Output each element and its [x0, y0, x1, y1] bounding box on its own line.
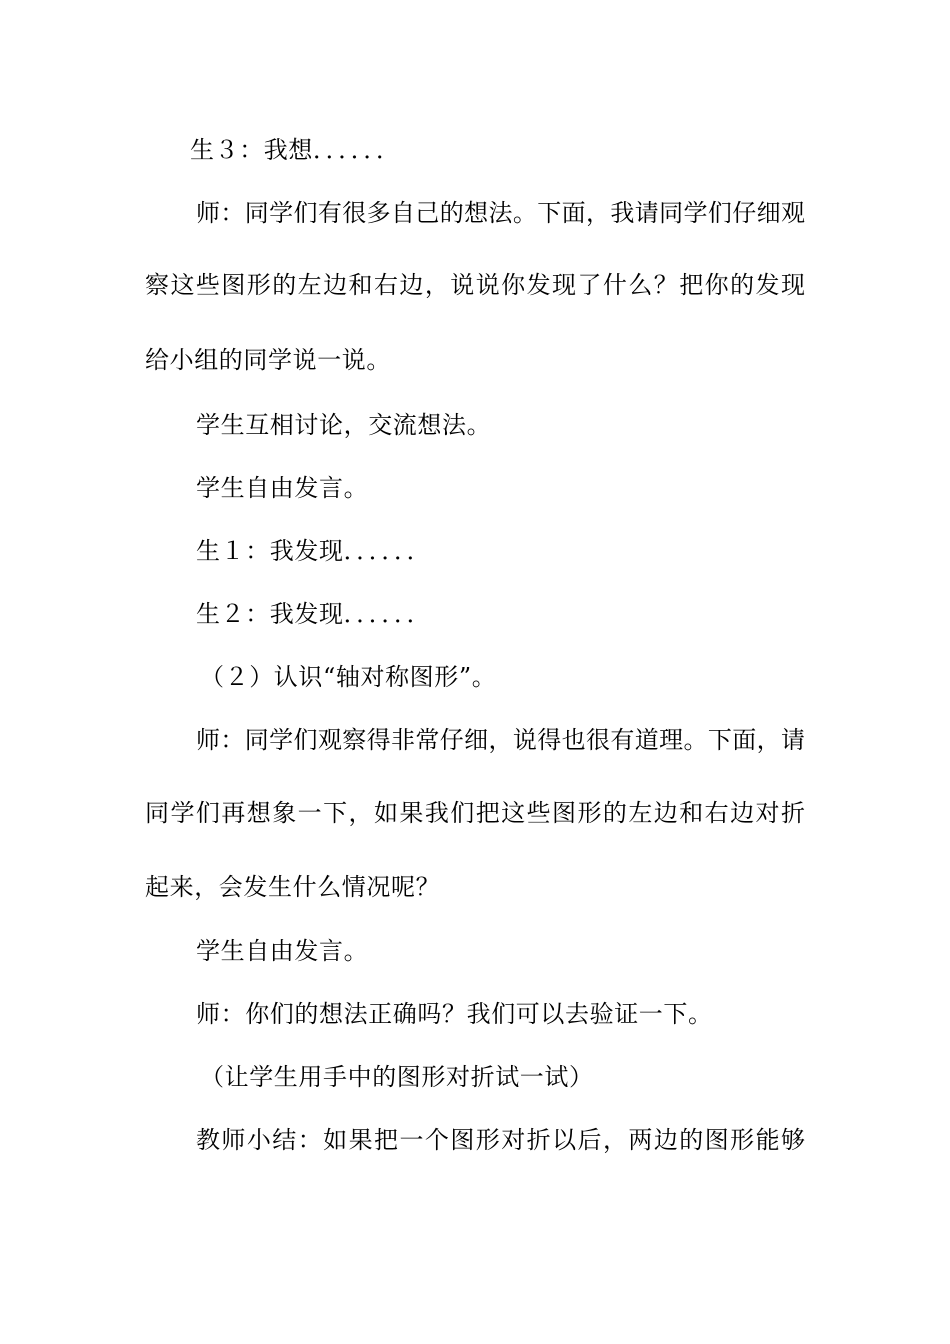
paragraph-line: 学生互相讨论，交流想法。: [196, 411, 492, 439]
paragraph-line: 生２：我发现．．．．．．: [196, 600, 432, 628]
paragraph-line: 师：同学们有很多自己的想法。下面，我请同学们仔细观: [196, 199, 805, 227]
paragraph-line: 教师小结：如果把一个图形对折以后，两边的图形能够: [196, 1126, 805, 1154]
paragraph-line: 师：你们的想法正确吗？我们可以去验证一下。: [196, 1000, 713, 1028]
paragraph-line: 生３：我想．．．．．．: [190, 136, 401, 164]
paragraph-line: 起来，会发生什么情况呢？: [145, 873, 441, 901]
paragraph-line: 生１：我发现．．．．．．: [196, 537, 432, 565]
paragraph-line: （让学生用手中的图形对折试一试）: [200, 1063, 594, 1091]
paragraph-line: 学生自由发言。: [196, 937, 369, 965]
paragraph-line: 同学们再想象一下，如果我们把这些图形的左边和右边对折: [145, 799, 805, 827]
paragraph-line: 师：同学们观察得非常仔细，说得也很有道理。下面，请: [196, 726, 805, 754]
section-heading: （２）认识“轴对称图形”。: [200, 663, 497, 691]
paragraph-line: 给小组的同学说一说。: [145, 346, 391, 374]
paragraph-line: 察这些图形的左边和右边，说说你发现了什么？把你的发现: [145, 271, 805, 299]
paragraph-line: 学生自由发言。: [196, 474, 369, 502]
